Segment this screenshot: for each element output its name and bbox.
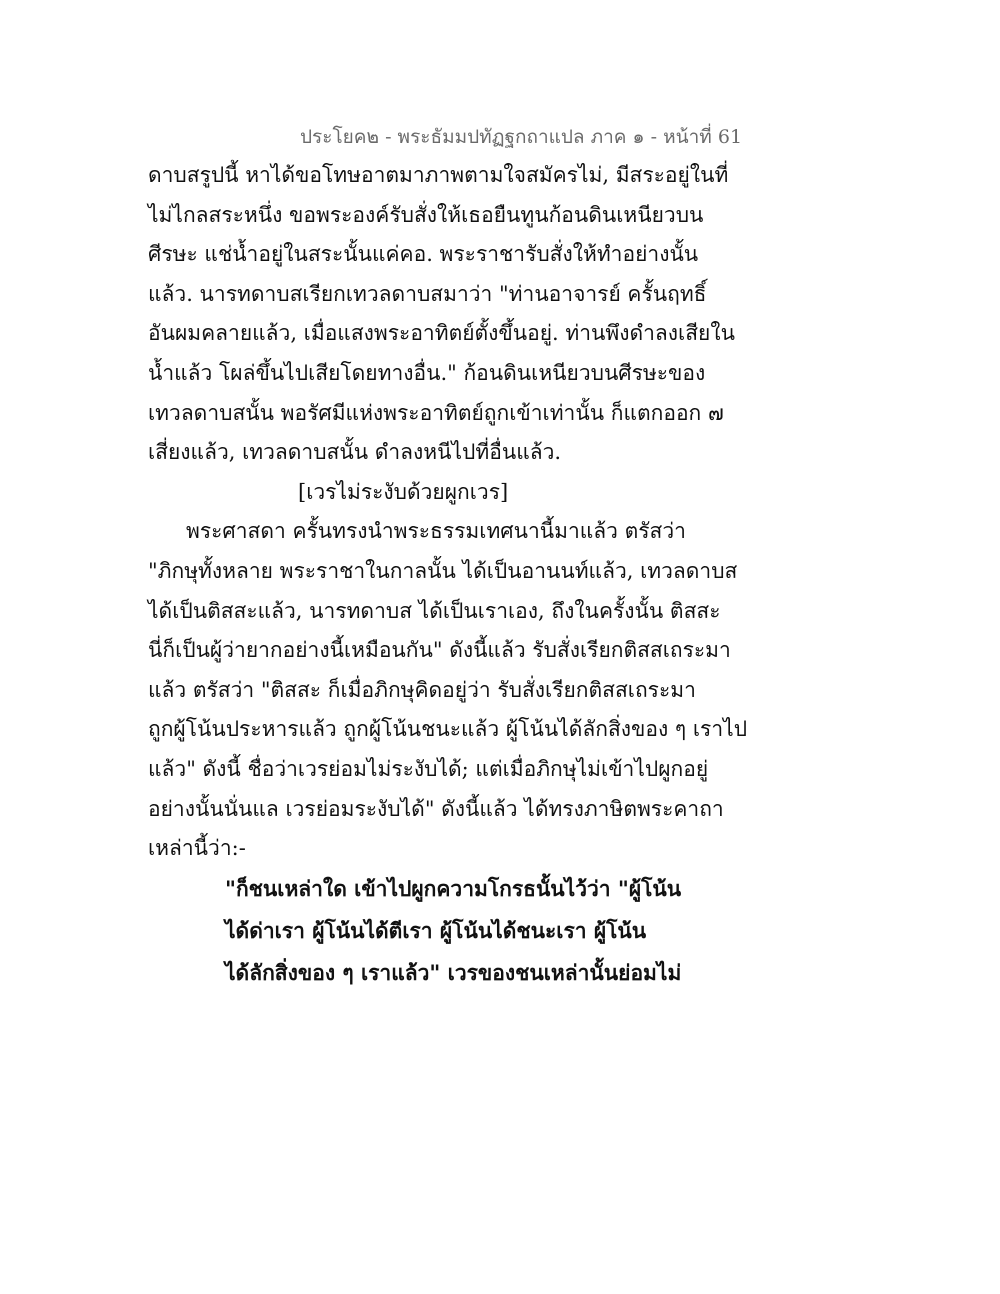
verse-line: "ก็ชนเหล่าใด เข้าไปผูกความโกรธนั้นไว้ว่า "ผู้โน้น xyxy=(225,876,682,901)
paragraph-1-line: น้ำแล้ว โผล่ขึ้นไปเสียโดยทางอื่น." ก้อนดินเหนียวบนศีรษะของ xyxy=(148,360,706,385)
verse-line: ได้ด่าเรา ผู้โน้นได้ตีเรา ผู้โน้นได้ชนะเรา ผู้โน้น xyxy=(225,918,647,943)
verse-line: ได้ลักสิ่งของ ๆ เราแล้ว" เวรของชนเหล่านั้นย่อมไม่ xyxy=(225,960,682,985)
paragraph-2-line: แล้ว" ดังนี้ ชื่อว่าเวรย่อมไม่ระงับได้; แต่เมื่อภิกษุไม่เข้าไปผูกอยู่ xyxy=(148,756,709,781)
paragraph-1-line: เสี่ยงแล้ว, เทวลดาบสนั้น ดำลงหนีไปที่อื่นแล้ว. xyxy=(148,440,562,465)
verse-block xyxy=(225,868,682,994)
paragraph-1-line: ศีรษะ แช่น้ำอยู่ในสระนั้นแค่คอ. พระราชารับสั่งให้ทำอย่างนั้น xyxy=(148,242,699,267)
paragraph-1-line: แล้ว. นารทดาบสเรียกเทวลดาบสมาว่า "ท่านอาจารย์ ครั้นฤทธิ์ xyxy=(148,281,707,306)
paragraph-2-line: ถูกผู้โน้นประหารแล้ว ถูกผู้โน้นชนะแล้ว ผู้โน้นได้ลักสิ่งของ ๆ เราไป xyxy=(148,717,748,742)
paragraph-2-line: ได้เป็นติสสะแล้ว, นารทดาบส ได้เป็นเราเอง, ถึงในครั้งนั้น ติสสะ xyxy=(148,598,721,623)
paragraph-2-line: นี่ก็เป็นผู้ว่ายากอย่างนี้เหมือนกัน" ดังนี้แล้ว รับสั่งเรียกติสสเถระมา xyxy=(148,638,731,663)
paragraph-1-line: เทวลดาบสนั้น พอรัศมีแห่งพระอาทิตย์ถูกเข้าเท่านั้น ก็แตกออก ๗ xyxy=(148,400,724,425)
section-heading: [เวรไม่ระงับด้วยผูกเวร] xyxy=(298,479,509,504)
running-header: ประโยค๒ - พระธัมมปทัฏฐกถาแปล ภาค ๑ - หน้าที่ 61 xyxy=(300,126,743,148)
paragraph-2-line: เหล่านี้ว่า:- xyxy=(148,836,246,861)
paragraph-1-line: อันผมคลายแล้ว, เมื่อแสงพระอาทิตย์ตั้งขึ้นอยู่. ท่านพึงดำลงเสียใน xyxy=(148,321,735,346)
paragraph-2-line: พระศาสดา ครั้นทรงนำพระธรรมเทศนานี้มาแล้ว ตรัสว่า xyxy=(186,519,686,544)
paragraph-2-line: "ภิกษุทั้งหลาย พระราชาในกาลนั้น ได้เป็นอานนท์แล้ว, เทวลดาบส xyxy=(148,558,738,583)
paragraph-1-line: ไม่ไกลสระหนึ่ง ขอพระองค์รับสั่งให้เธอยืนทูนก้อนดินเหนียวบน xyxy=(148,202,704,227)
body-text xyxy=(148,156,748,869)
paragraph-2-line: อย่างนั้นนั่นแล เวรย่อมระงับได้" ดังนี้แล้ว ได้ทรงภาษิตพระคาถา xyxy=(148,796,724,821)
paragraph-1-line: ดาบสรูปนี้ หาได้ขอโทษอาตมาภาพตามใจสมัครไม่, มีสระอยู่ในที่ xyxy=(148,163,729,187)
paragraph-2-line: แล้ว ตรัสว่า "ติสสะ ก็เมื่อภิกษุคิดอยู่ว่า รับสั่งเรียกติสสเถระมา xyxy=(148,677,696,702)
